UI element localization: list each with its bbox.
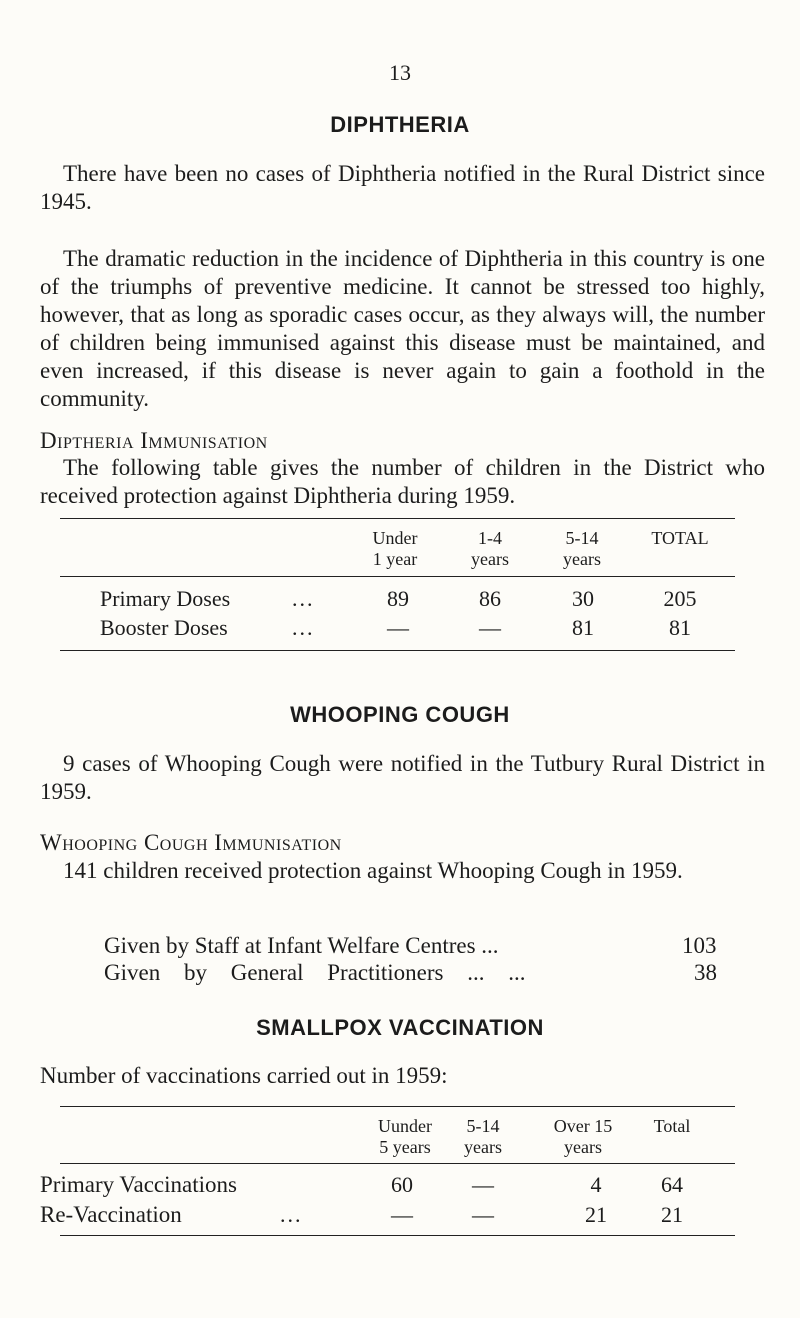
- diphtheria-paragraph-1-text: There have been no cases of Diphtheria notified in the Rural District since 1945.: [40, 161, 765, 214]
- cell-value: —: [479, 615, 501, 640]
- given-by-gp-label: Given by General Practitioners ... ...: [104, 960, 526, 985]
- header-line: 5 years: [379, 1137, 431, 1157]
- header-line: Total: [653, 1116, 691, 1136]
- cell-value: —: [472, 1202, 494, 1227]
- leader-dots: ...: [292, 586, 315, 611]
- header-line: 1-4: [478, 528, 502, 548]
- table-header-under-1: [355, 528, 435, 570]
- given-by-staff-value: 103: [682, 933, 717, 958]
- table-header-5-14: [448, 1116, 518, 1158]
- table-top-rule: [60, 518, 735, 519]
- header-line: Uunder: [378, 1116, 432, 1136]
- whooping-cough-immunisation-paragraph-text: 141 children received protection against Whooping Cough in 1959.: [63, 858, 683, 883]
- cell-value: 21: [661, 1202, 683, 1227]
- whooping-cough-immunisation-subheading: Whooping Cough Immunisation: [40, 830, 342, 855]
- table-header-over-15: [538, 1116, 628, 1158]
- table-bottom-rule: [60, 650, 735, 651]
- smallpox-intro: Number of vaccinations carried out in 1959:: [40, 1063, 448, 1088]
- cell-value: 21: [585, 1202, 607, 1227]
- table-bottom-rule: [60, 1235, 735, 1236]
- given-by-gp-value: 38: [694, 960, 717, 985]
- header-line: 5-14: [466, 1116, 500, 1136]
- page-number: 13: [389, 60, 411, 85]
- cell-value: —: [391, 1202, 413, 1227]
- cell-value: 4: [590, 1172, 602, 1197]
- whooping-cough-paragraph: [40, 750, 765, 806]
- table-header-rule: [60, 1163, 735, 1164]
- diphtheria-immunisation-paragraph-text: The following table gives the number of children in the District who received protection against Diphtheria during 1959.: [40, 455, 765, 508]
- row-label: Primary Doses: [100, 586, 231, 611]
- diphtheria-paragraph-1: [40, 160, 765, 216]
- header-line: years: [471, 549, 509, 569]
- diphtheria-heading: DIPHTHERIA: [330, 112, 470, 137]
- smallpox-heading: SMALLPOX VACCINATION: [256, 1015, 544, 1040]
- cell-value: 81: [669, 615, 691, 640]
- cell-value: 60: [391, 1172, 413, 1197]
- table-header-total: [632, 1116, 712, 1137]
- whooping-cough-immunisation-paragraph: [40, 857, 765, 885]
- header-line: years: [563, 549, 601, 569]
- cell-value: —: [387, 615, 409, 640]
- leader-dots: ...: [292, 615, 315, 640]
- cell-value: 205: [663, 586, 697, 611]
- diphtheria-immunisation-paragraph: [40, 454, 765, 510]
- leader-dots: ...: [280, 1202, 303, 1227]
- cell-value: 30: [572, 586, 594, 611]
- header-line: TOTAL: [651, 528, 709, 548]
- cell-value: 64: [661, 1172, 683, 1197]
- row-label: Booster Doses: [100, 615, 228, 640]
- header-line: Under: [372, 528, 418, 548]
- cell-value: —: [472, 1172, 494, 1197]
- given-by-staff-label: Given by Staff at Infant Welfare Centres ...: [104, 933, 499, 958]
- table-header-under-5: [365, 1116, 445, 1158]
- whooping-cough-heading: WHOOPING COUGH: [290, 702, 510, 727]
- row-label: Re-Vaccination: [40, 1202, 182, 1227]
- diphtheria-immunisation-subheading: Diptheria Immunisation: [40, 428, 268, 453]
- table-header-5-14: [542, 528, 622, 570]
- cell-value: 86: [479, 586, 501, 611]
- cell-value: 89: [387, 586, 409, 611]
- diphtheria-paragraph-2: [40, 245, 765, 413]
- table-header-total: [635, 528, 725, 549]
- header-line: 1 year: [372, 549, 418, 569]
- header-line: Over 15: [553, 1116, 613, 1136]
- table-header-1-4: [450, 528, 530, 570]
- whooping-cough-paragraph-text: 9 cases of Whooping Cough were notified in the Tutbury Rural District in 1959.: [40, 751, 765, 804]
- cell-value: 81: [572, 615, 594, 640]
- diphtheria-paragraph-2-text: The dramatic reduction in the incidence of Diphtheria in this country is one of the triumphs of preventive medicine. It cannot be stressed too highly, however, that as long as sporadic cases occur, as they always will, the number of children being immunised against this disease must be maintained, and even increased, if this disease is never again to gain a foothold in the community.: [40, 246, 765, 411]
- header-line: 5-14: [565, 528, 599, 548]
- header-line: years: [464, 1137, 502, 1157]
- header-line: years: [564, 1137, 602, 1157]
- table-header-rule: [60, 576, 735, 577]
- row-label: Primary Vaccinations: [40, 1172, 237, 1197]
- table-top-rule: [60, 1106, 735, 1107]
